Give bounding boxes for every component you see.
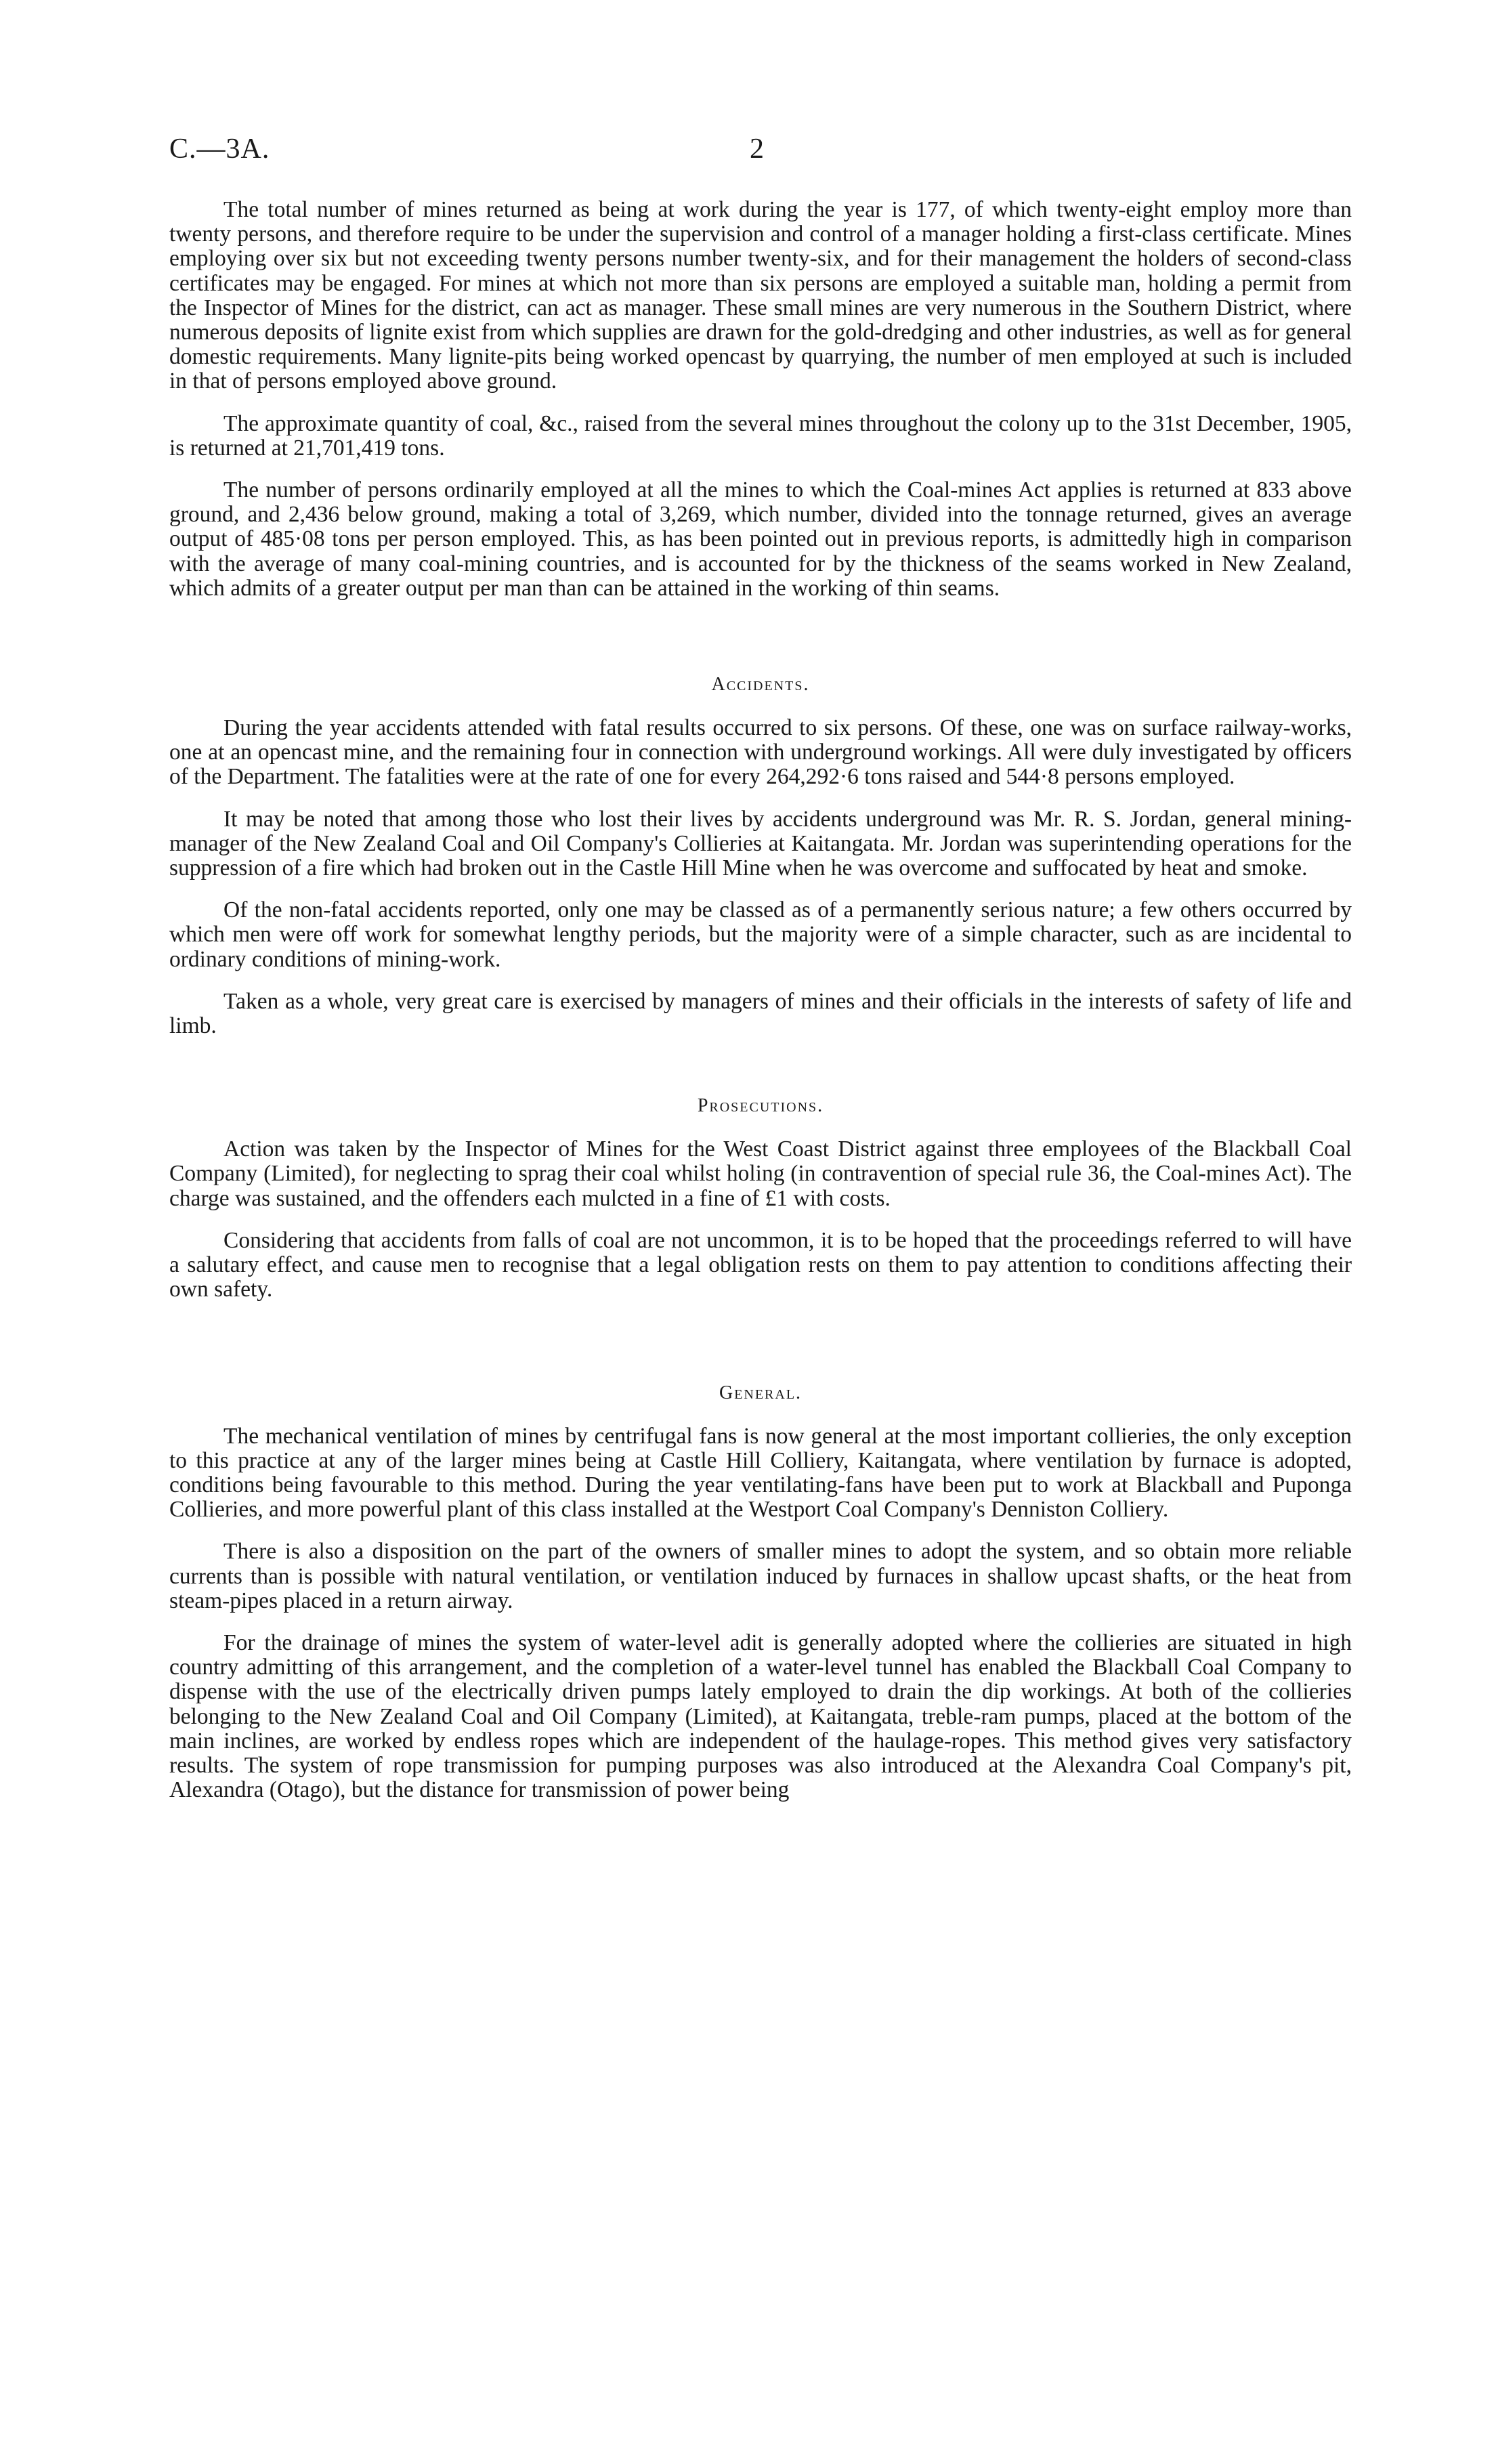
paragraph: Of the non-fatal accidents reported, only one may be classed as of a permanently serious nature; a few others occurred by which men were off work for somewhat lengthy periods, but the majority were of a simple character, such as are incidental to ordinary conditions of mining-work.	[169, 897, 1352, 972]
paragraph: Taken as a whole, very great care is exercised by managers of mines and their officials in the interests of safety of life and limb.	[169, 988, 1352, 1039]
body-text	[169, 198, 1352, 1820]
paragraph: It may be noted that among those who lost their lives by accidents underground was Mr. R. S. Jordan, general mining-manager of the New Zealand Coal and Oil Company's Collieries at Kaitangata. Mr. Jordan was superintending operations for the suppression of a fire which had broken out in the Castle Hill Mine when he was overcome and suffocated by heat and smoke.	[169, 806, 1352, 881]
paragraph: The number of persons ordinarily employed at all the mines to which the Coal-mines Act applies is returned at 833 above ground, and 2,436 below ground, making a total of 3,269, which number, divided into the tonnage returned, gives an average output of 485·08 tons per person employed. This, as has been pointed out in previous reports, is admittedly high in comparison with the average of many coal-mining countries, and is accounted for by the thickness of the seams worked in New Zealand, which admits of a greater output per man than can be attained in the working of thin seams.	[169, 477, 1352, 601]
paragraph: For the drainage of mines the system of water-level adit is generally adopted where the collieries are situated in high country admitting of this arrangement, and the completion of a water-level tunnel has enabled the Blackball Coal Company to dispense with the use of the electrically driven pumps lately employed to drain the dip workings. At both of the collieries belonging to the New Zealand Coal and Oil Company (Limited), at Kaitangata, treble-ram pumps, placed at the bottom of the main inclines, are worked by endless ropes which are independent of the haulage-ropes. This method gives very satisfactory results. The system of rope transmission for pumping purposes was also introduced at the Alexandra Coal Company's pit, Alexandra (Otago), but the distance for transmission of power being	[169, 1630, 1352, 1803]
paragraph: The approximate quantity of coal, &c., raised from the several mines throughout the colony up to the 31st December, 1905, is returned at 21,701,419 tons.	[169, 410, 1352, 461]
paragraph: The total number of mines returned as being at work during the year is 177, of which twenty-eight employ more than twenty persons, and therefore require to be under the supervision and control of a manager holding a first-class certificate. Mines employing over six but not exceeding twenty persons number twenty-six, and for their management the holders of second-class certificates may be engaged. For mines at which not more than six persons are employed a suitable man, holding a permit from the Inspector of Mines for the district, can act as manager. These small mines are very numerous in the Southern District, where numerous deposits of lignite exist from which supplies are drawn for the gold-dredging and other industries, as well as for general domestic requirements. Many lignite-pits being worked opencast by quarrying, the number of men employed at such is included in that of persons employed above ground.	[169, 197, 1352, 394]
paragraph: During the year accidents attended with fatal results occurred to six persons. Of these, one was on surface railway-works, one at an opencast mine, and the remaining four in connection with underground workings. All were duly investigated by officers of the Department. The fatalities were at the rate of one for every 264,292·6 tons raised and 544·8 persons employed.	[169, 715, 1352, 790]
document-reference: C.—3A.	[169, 133, 270, 165]
paragraph: There is also a disposition on the part of the owners of smaller mines to adopt the system, and so obtain more reliable currents than is possible with natural ventilation, or ventilation induced by furnaces in shallow upcast shafts, or the heat from steam-pipes placed in a return airway.	[169, 1539, 1352, 1613]
page-header	[169, 133, 1352, 173]
page-number: 2	[750, 133, 764, 165]
paragraph: Action was taken by the Inspector of Mines for the West Coast District against three employees of the Blackball Coal Company (Limited), for neglecting to sprag their coal whilst holing (in contravention of special rule 36, the Coal-mines Act). The charge was sustained, and the offenders each mulcted in a fine of £1 with costs.	[169, 1137, 1352, 1211]
section-heading-accidents: Accidents.	[711, 674, 810, 696]
section-heading-prosecutions: Prosecutions.	[697, 1095, 824, 1117]
paragraph: Considering that accidents from falls of coal are not uncommon, it is to be hoped that the proceedings referred to will have a salutary effect, and cause men to recognise that a legal obligation rests on them to pay attention to conditions affecting their own safety.	[169, 1227, 1352, 1302]
paragraph: The mechanical ventilation of mines by centrifugal fans is now general at the most important collieries, the only exception to this practice at any of the larger mines being at Castle Hill Colliery, Kaitangata, where ventilation by furnace is adopted, conditions being favourable to this method. During the year ventilating-fans have been put to work at Blackball and Puponga Collieries, and more powerful plant of this class installed at the Westport Coal Company's Denniston Colliery.	[169, 1423, 1352, 1523]
section-heading-general: General.	[719, 1382, 803, 1403]
